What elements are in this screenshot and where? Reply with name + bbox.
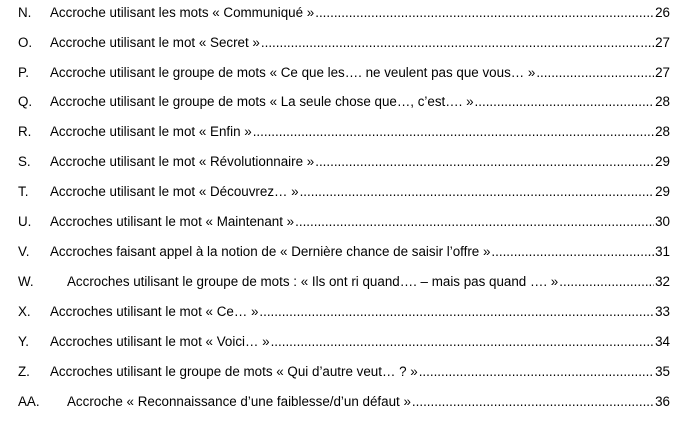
toc-entry-n[interactable] [18,3,670,23]
toc-dot-leader [419,362,654,382]
toc-entry-letter: R. [18,124,32,139]
toc-entry-page: 27 [655,35,670,50]
toc-entry-title: Accroche utilisant le mot « Révolutionnaire » [50,154,315,169]
toc-entry-title: Accroches utilisant le groupe de mots : « Ils ont ri quand…. – mais pas quand …. » [67,274,559,289]
toc-entry-aa[interactable] [18,392,670,412]
toc-dot-leader [559,272,654,292]
toc-entry-letter: AA. [18,394,40,409]
toc-entry-title: Accroches utilisant le mot « Maintenant » [50,214,295,229]
toc-entry-title: Accroches utilisant le groupe de mots « Qui d’autre veut… ? » [50,364,418,379]
toc-entry-title: Accroche utilisant le mot « Secret » [50,35,260,50]
toc-entry-title: Accroches utilisant le mot « Ce… » [50,304,259,319]
toc-entry-page: 31 [655,244,670,259]
toc-entry-title: Accroche utilisant le mot « Enfin » [50,124,252,139]
toc-entry-s[interactable] [18,152,670,172]
toc-entry-page: 30 [655,214,670,229]
toc-entry-letter: V. [18,244,30,259]
toc-entry-x[interactable] [18,302,670,322]
toc-entry-page: 32 [655,274,670,289]
toc-entry-p[interactable] [18,63,670,83]
toc-entry-title: Accroches faisant appel à la notion de « Dernière chance de saisir l’offre » [50,244,491,259]
toc-dot-leader [315,3,654,23]
toc-entry-letter: S. [18,154,31,169]
toc-dot-leader [271,332,655,352]
toc-entry-page: 29 [655,184,670,199]
toc-entry-q[interactable] [18,92,670,112]
toc-entry-page: 36 [655,394,670,409]
toc-dot-leader [536,63,654,83]
toc-entry-letter: P. [18,65,29,80]
toc-entry-page: 29 [655,154,670,169]
toc-dot-leader [491,242,654,262]
toc-entry-title: Accroche utilisant le mot « Découvrez… » [50,184,299,199]
toc-entry-title: Accroche « Reconnaissance d’une faiblesse/d’un défaut » [67,394,411,409]
toc-entry-page: 35 [655,364,670,379]
toc-entry-letter: T. [18,184,29,199]
toc-entry-letter: N. [18,5,32,20]
toc-entry-letter: Q. [18,94,33,109]
toc-entry-o[interactable] [18,33,670,53]
toc-dot-leader [259,302,654,322]
toc-entry-title: Accroche utilisant les mots « Communiqué » [50,5,315,20]
toc-entry-letter: Z. [18,364,30,379]
toc-dot-leader [295,212,654,232]
toc-entry-r[interactable] [18,122,670,142]
toc-entry-page: 27 [655,65,670,80]
toc-entry-title: Accroche utilisant le groupe de mots « La seule chose que…, c’est…. » [50,94,474,109]
toc-dot-leader [300,182,655,202]
toc-dot-leader [412,392,654,412]
toc-entry-letter: Y. [18,334,29,349]
toc-entry-y[interactable] [18,332,670,352]
toc-entry-letter: X. [18,304,31,319]
toc-entry-letter: W. [18,274,34,289]
toc-entry-page: 28 [655,94,670,109]
toc-dot-leader [261,33,654,53]
toc-dot-leader [315,152,654,172]
toc-entry-z[interactable] [18,362,670,382]
toc-entry-letter: U. [18,214,32,229]
toc-entry-title: Accroche utilisant le groupe de mots « Ce que les…. ne veulent pas que vous… » [50,65,536,80]
toc-dot-leader [253,122,654,142]
toc-dot-leader [475,92,655,112]
toc-entry-w[interactable] [18,272,670,292]
toc-entry-t[interactable] [18,182,670,202]
toc-entry-page: 34 [655,334,670,349]
toc-entry-letter: O. [18,35,33,50]
toc-entry-page: 33 [655,304,670,319]
toc-entry-page: 28 [655,124,670,139]
toc-entry-page: 26 [655,5,670,20]
toc-entry-title: Accroches utilisant le mot « Voici… » [50,334,270,349]
toc-entry-v[interactable] [18,242,670,262]
toc-entry-u[interactable] [18,212,670,232]
